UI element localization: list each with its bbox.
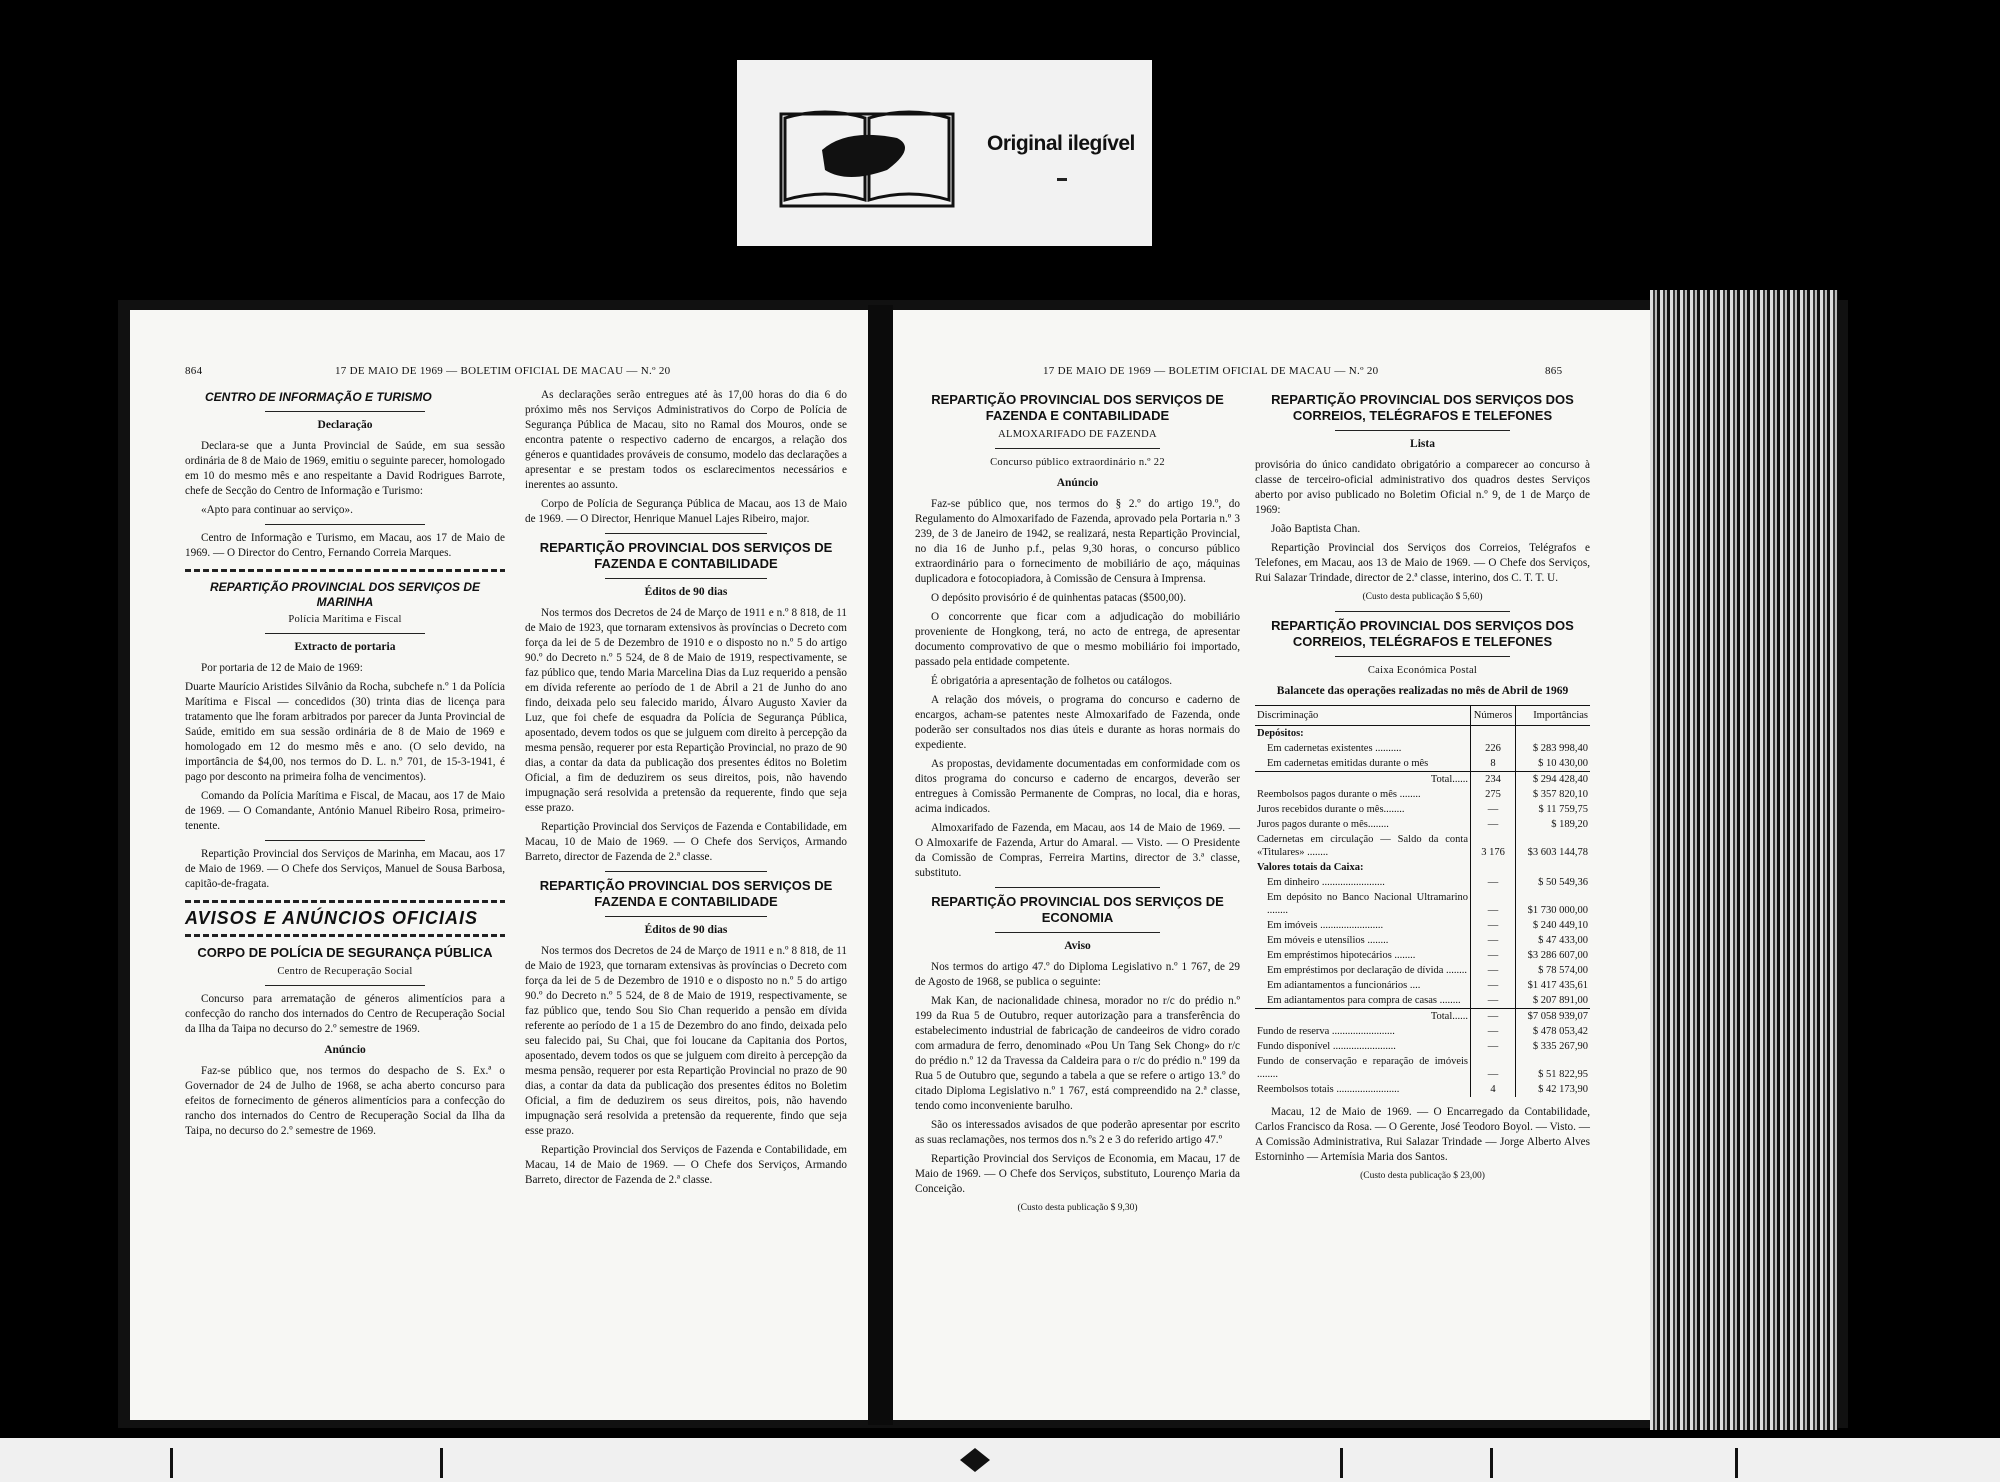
economia-cost: (Custo desta publicação $ 9,30): [1017, 1203, 1138, 1213]
table-row: [1255, 1024, 1590, 1039]
almox-heading: Anúncio: [1056, 477, 1099, 489]
divider: [605, 578, 767, 579]
marinha-p2: Duarte Maurício Aristides Silvânio da Rocha, subchefe n.º 1 da Polícia Marítima e Fiscal — concedidos (30) trinta dias de licença para tratamento que lhe foram arbitrados por parecer da Junta Provincial de Saúde, emitido em sua sessão ordinária de 8 de Maio de 1969 e homologado em 12 do mesmo mês e ano. (O selo devido, na importância de $4,00, nos termos do D. L. n.º 701, de 15-3-1941, é pago por desconto na primeira folha de vencimentos).: [185, 681, 505, 783]
row-label: Em imóveis ........................: [1267, 920, 1384, 931]
row-label: Fundo de conservação e reparação de imóveis ........: [1257, 1056, 1468, 1080]
left-column-2: [525, 388, 847, 1192]
divider: [1335, 430, 1510, 431]
row-amount: [1516, 860, 1591, 875]
section-separator: [185, 569, 505, 572]
table-row: [1255, 787, 1590, 802]
row-label: Total......: [1255, 1009, 1471, 1025]
table-row: [1255, 817, 1590, 832]
ctt2-p1: Macau, 12 de Maio de 1969. — O Encarregado da Contabilidade, Carlos Francisco da Rosa. — O Gerente, José Teodoro Boyol. — Visto. — A Comissão Administrativa, Rui Salazar Trindade — Jorge Alberto Alves Estorninho — Artemísia Maria dos Santos.: [1255, 1106, 1590, 1163]
cpsp-p3: As declarações serão entregues até às 17,00 horas do dia 6 do próximo mês nos Serviços Administrativos do Corpo de Polícia de Segurança Pública de Macau, sito no Ramal dos Mouros, onde se encontra patente o respectivo caderno de encargos, a relação dos géneros e quantidades prováveis de consumo, modelo das declarações a apresentar e se prestam todos os esclarecimentos necessários e inerentes ao assunto.: [525, 389, 847, 491]
left-page: [130, 310, 868, 1420]
almox-p6: As propostas, devidamente documentadas em conformidade com os ditos programa do concurso e caderno de encargos, deverão ser entregues à Comissão Permanente de Compras, no local, dia e horas, acima indicados.: [915, 758, 1240, 815]
open-book-icon: [777, 100, 957, 208]
divider: [605, 916, 767, 917]
marinha-p1: Por portaria de 12 de Maio de 1969:: [201, 662, 363, 674]
row-amount: $ 11 759,75: [1516, 802, 1591, 817]
table-row: [1255, 978, 1590, 993]
row-label: Reembolsos pagos durante o mês ........: [1257, 789, 1421, 800]
row-amount: $3 286 607,00: [1516, 948, 1591, 963]
row-label: Em empréstimos por declaração de dívida ........: [1267, 965, 1468, 976]
row-number: [1471, 860, 1516, 875]
row-label: Juros pagos durante o mês........: [1257, 819, 1389, 830]
almox-p5: A relação dos móveis, o programa do concurso e caderno de encargos, acham-se patentes neste Almoxarifado de Fazenda, onde poderão ser consultados nos dias úteis e durante as horas normais do expediente.: [915, 694, 1240, 751]
ctt1-p3: Repartição Provincial dos Serviços dos Correios, Telégrafos e Telefones, em Macau, aos 13 de Maio de 1969. — O Chefe dos Serviços, Rui Salazar Trindade, director de 2.ª classe, interino, dos C. T. T. U.: [1255, 542, 1590, 584]
mark: [1340, 1448, 1343, 1478]
row-amount: $1 417 435,61: [1516, 978, 1591, 993]
row-label: Em depósito no Banco Nacional Ultramarino ........: [1267, 892, 1468, 916]
ctt1-cost: (Custo desta publicação $ 5,60): [1362, 592, 1483, 602]
divider: [995, 887, 1160, 888]
row-number: —: [1471, 875, 1516, 890]
book-gutter: [868, 305, 893, 1425]
cit-p1: Declara-se que a Junta Provincial de Saúde, em sua sessão ordinária de 8 de Maio de 1969, emitiu o seguinte parecer, homologado em 10 do mesmo mês e ano respeitante a David Rodrigues Barrote, chefe de Secção do Centro de Informação e Turismo:: [185, 440, 505, 497]
row-amount: $ 51 822,95: [1516, 1054, 1591, 1082]
almox-concurso: Concurso público extraordinário n.º 22: [990, 457, 1165, 468]
balance-table-body: [1255, 726, 1590, 1098]
marinha-heading: Extracto de portaria: [294, 641, 396, 653]
row-label: Fundo de reserva ........................: [1257, 1026, 1395, 1037]
almox-subtitle: ALMOXARIFADO DE FAZENDA: [998, 429, 1157, 440]
row-number: —: [1471, 817, 1516, 832]
row-number: 226: [1471, 741, 1516, 756]
right-column-1: [915, 388, 1240, 1220]
divider: [265, 411, 425, 412]
divider: [265, 840, 425, 841]
cpsp-p4: Corpo de Polícia de Segurança Pública de Macau, aos 13 de Maio de 1969. — O Director, Henrique Manuel Lajes Ribeiro, major.: [525, 498, 847, 525]
illegible-label: Original ilegível: [987, 132, 1135, 155]
row-label: Em adiantamentos para compra de casas ........: [1267, 995, 1461, 1006]
row-amount: $ 47 433,00: [1516, 933, 1591, 948]
row-label: Em empréstimos hipotecários ........: [1267, 950, 1416, 961]
row-amount: $7 058 939,07: [1516, 1009, 1591, 1025]
table-row: [1255, 1082, 1590, 1097]
balance-table: [1255, 705, 1590, 1097]
cpsp-heading: Anúncio: [324, 1044, 366, 1056]
running-header: 17 DE MAIO DE 1969 — BOLETIM OFICIAL DE MACAU — N.º 20: [335, 365, 671, 377]
table-row: [1255, 860, 1590, 875]
row-number: —: [1471, 1054, 1516, 1082]
economia-p2: Mak Kan, de nacionalidade chinesa, morador no r/c do prédio n.º 199 da Rua 5 de Outubro, requer autorização para a transferência do estabelecimento industrial de fabricação de candeeiros de vidro corado com armadura de ferro, denominado «Pou Un Tang Sek Chong» do r/c do prédio n.º 12 da Travessa da Caldeira para o r/c do prédio n.º 199 da Rua 5 de Outubro que, segundo a tabela a que se refere o artigo 13.º do citado Diploma Legislativo n.º 1 767, está compreendido na 2.ª classe, tendo como inconveniente barulho.: [915, 995, 1240, 1112]
table-header: Discriminação: [1255, 706, 1471, 726]
row-number: 3 176: [1471, 832, 1516, 860]
row-label: Valores totais da Caixa:: [1257, 862, 1364, 873]
illegible-original-notice: [737, 60, 1152, 246]
almox-p1: Faz-se público que, nos termos do § 2.º do artigo 19.º, do Regulamento do Almoxarifado de Fazenda, aprovado pela Portaria n.º 3 239, de 3 de Janeiro de 1942, se realizará, nesta Repartição Provincial, no dia 16 de Junho p.f., pelas 9,30 horas, o concurso público extraordinário para o fornecimento de mobiliário de aço, máquinas duplicadora e fotocopiadora, à Comissão de Censura à Imprensa.: [915, 498, 1240, 585]
row-number: —: [1471, 948, 1516, 963]
table-row: [1255, 963, 1590, 978]
mark: [1490, 1448, 1493, 1478]
cpsp-subtitle: Centro de Recuperação Social: [277, 966, 413, 977]
marinha-p4: Repartição Provincial dos Serviços de Marinha, em Macau, aos 17 de Maio de 1969. — O Chefe dos Serviços, Manuel de Sousa Barbosa, capitão-de-fragata.: [185, 848, 505, 890]
mark: [170, 1448, 173, 1478]
marinha-subtitle: Polícia Marítima e Fiscal: [288, 614, 402, 625]
marinha-title: REPARTIÇÃO PROVINCIAL DOS SERVIÇOS DE MARINHA: [209, 580, 481, 609]
row-label: Em dinheiro ........................: [1267, 877, 1385, 888]
cit-heading: Declaração: [317, 419, 373, 431]
row-number: [1471, 726, 1516, 742]
row-number: —: [1471, 933, 1516, 948]
scan-target-icon: [960, 1448, 990, 1472]
row-amount: $ 42 173,90: [1516, 1082, 1591, 1097]
row-number: —: [1471, 1039, 1516, 1054]
row-label: Depósitos:: [1257, 728, 1304, 739]
ctt1-heading: Lista: [1410, 438, 1435, 450]
right-column-2: [1255, 388, 1590, 1188]
avisos-title: AVISOS E ANÚNCIOS OFICIAIS: [185, 908, 479, 928]
row-number: —: [1471, 802, 1516, 817]
economia-p4: Repartição Provincial dos Serviços de Economia, em Macau, 17 de Maio de 1969. — O Chefe dos Serviços, substituto, Lourenço Maria da Conceição.: [915, 1153, 1240, 1195]
ctt1-p2: João Baptista Chan.: [1271, 523, 1361, 535]
row-label: Em cadernetas existentes ..........: [1267, 743, 1402, 754]
row-amount: $ 78 574,00: [1516, 963, 1591, 978]
row-number: —: [1471, 978, 1516, 993]
divider: [605, 871, 767, 872]
ctt2-cost: (Custo desta publicação $ 23,00): [1360, 1171, 1485, 1181]
fazenda1-p2: Repartição Provincial dos Serviços de Fazenda e Contabilidade, em Macau, 10 de Maio de 1969. — O Chefe dos Serviços, Armando Barreto, director de Fazenda de 2.ª classe.: [525, 821, 847, 863]
economia-p3: São os interessados avisados de que poderão apresentar por escrito as suas reclamações, nos termos dos n.ºs 2 e 3 do referido artigo 47.º: [915, 1119, 1240, 1146]
table-row: [1255, 832, 1590, 860]
almox-title: REPARTIÇÃO PROVINCIAL DOS SERVIÇOS DE FAZENDA E CONTABILIDADE: [931, 392, 1224, 423]
divider: [265, 633, 425, 634]
row-number: —: [1471, 918, 1516, 933]
row-label: Fundo disponível ........................: [1257, 1041, 1396, 1052]
row-amount: $ 10 430,00: [1516, 756, 1591, 772]
row-label: Juros recebidos durante o mês........: [1257, 804, 1405, 815]
ctt1-title: REPARTIÇÃO PROVINCIAL DOS SERVIÇOS DOS CORREIOS, TELÉGRAFOS E TELEFONES: [1271, 392, 1574, 423]
fazenda2-title: REPARTIÇÃO PROVINCIAL DOS SERVIÇOS DE FAZENDA E CONTABILIDADE: [539, 878, 833, 909]
row-amount: $1 730 000,00: [1516, 890, 1591, 918]
row-amount: [1516, 726, 1591, 742]
row-label: Em cadernetas emitidas durante o mês: [1267, 758, 1429, 769]
table-header: Números: [1471, 706, 1516, 726]
divider: [265, 524, 425, 525]
section-separator: [185, 900, 505, 903]
table-row: [1255, 741, 1590, 756]
page-number: 864: [185, 365, 203, 377]
table-row: [1255, 875, 1590, 890]
table-row: [1255, 1009, 1590, 1025]
fazenda1-p1: Nos termos dos Decretos de 24 de Março de 1911 e n.º 8 818, de 11 de Maio de 1923, que tornaram extensivos às províncias o Decreto com força da lei de 5 de Dezembro de 1910 e o disposto no n.º 5 do artigo 90.º do Decreto n.º 5 524, de 8 de Maio de 1919, respectivamente, se faz público que, tendo Maria Marcelina Dias da Luz requerido a pensão em dívida referente ao período de 1 de Abril a 21 de Junho do ano findo, deixada pelo seu falecido marido, Álvaro Augusto Xavier da Luz, que foi chefe de esquadra da Polícia de Segurança Pública, aposentado, devem todos os que se julguem com direito à percepção da mesma pensão, requerer por esta Repartição Provincial, no prazo de 90 dias, a contar da data da publicação dos presentes éditos no Boletim Oficial, a fim de deduzirem os seus direitos, pois, não havendo impugnação será resolvida a pretensão da requerente, findo que seja esse prazo.: [525, 607, 847, 814]
fazenda1-title: REPARTIÇÃO PROVINCIAL DOS SERVIÇOS DE FAZENDA E CONTABILIDADE: [539, 540, 833, 571]
row-amount: $ 478 053,42: [1516, 1024, 1591, 1039]
page-edges: [1650, 290, 1838, 1430]
divider: [995, 932, 1160, 933]
table-header: Importâncias: [1516, 706, 1591, 726]
row-number: 234: [1471, 772, 1516, 788]
fazenda2-p2: Repartição Provincial dos Serviços de Fazenda e Contabilidade, em Macau, 14 de Maio de 1969. — O Chefe dos Serviços, Armando Barreto, director de Fazenda de 2.ª classe.: [525, 1144, 847, 1186]
economia-title: REPARTIÇÃO PROVINCIAL DOS SERVIÇOS DE ECONOMIA: [931, 894, 1224, 925]
table-row: [1255, 890, 1590, 918]
row-amount: $ 50 549,36: [1516, 875, 1591, 890]
row-amount: $ 294 428,40: [1516, 772, 1591, 788]
cpsp-p1: Concurso para arrematação de géneros alimentícios para a confecção do rancho dos internados do Centro de Recuperação Social da Ilha da Taipa no decurso do 2.º semestre de 1969.: [185, 993, 505, 1035]
table-row: [1255, 1039, 1590, 1054]
running-header: 17 DE MAIO DE 1969 — BOLETIM OFICIAL DE MACAU — N.º 20: [1043, 365, 1379, 377]
cpsp-title: CORPO DE POLÍCIA DE SEGURANÇA PÚBLICA: [197, 945, 493, 960]
table-row: [1255, 802, 1590, 817]
fazenda2-p1: Nos termos dos Decretos de 24 de Março de 1911 e n.º 8 818, de 11 de Maio de 1923, que tornaram extensivas às províncias o Decreto com força da lei de 5 de Dezembro de 1910 e o disposto no n.º 5 do artigo 90.º do Decreto n.º 5 524, de 8 de Maio de 1919, respectivamente, se faz público que, tendo Sou Sio Chan requerido a pensão em dívida referente ao período de 1 a 15 de Dezembro do ano findo, deixada pelo seu falecido pai, Su Chai, que foi loucane da Capitania dos Portos, aposentado, devem todos os que se julguem com direito à percepção da mesma pensão, requerer por esta Repartição Provincial no prazo de 90 dias, a contar da data da publicação dos presentes éditos no Boletim Oficial, a fim de deduzirem os seus direitos, pois, não havendo impugnação será resolvida a pretensão da requerente, findo que seja esse prazo.: [525, 945, 847, 1137]
ctt2-title: REPARTIÇÃO PROVINCIAL DOS SERVIÇOS DOS CORREIOS, TELÉGRAFOS E TELEFONES: [1271, 618, 1574, 649]
table-row: [1255, 1054, 1590, 1082]
right-page: [893, 310, 1650, 1420]
table-row: [1255, 933, 1590, 948]
ctt1-p1: provisória do único candidato obrigatório a comparecer ao concurso à classe de terceiro-oficial administrativo dos quadros destes Serviços aberto por aviso publicado no Boletim Oficial n.º 9, de 1 de Março de 1969:: [1255, 459, 1590, 516]
section-separator: [185, 934, 505, 937]
row-label: Em adiantamentos a funcionários ....: [1267, 980, 1421, 991]
cpsp-p2: Faz-se público que, nos termos do despacho de S. Ex.ª o Governador de 24 de Julho de 1968, se acha aberto concurso para efeitos de fornecimento de géneros alimentícios para a confecção do rancho dos internados do Centro de Recuperação Social da Ilha da Taipa, no decurso do 2.º semestre de 1969.: [185, 1065, 505, 1137]
fazenda2-heading: Éditos de 90 dias: [644, 924, 728, 936]
row-label: Em móveis e utensílios ........: [1267, 935, 1389, 946]
table-row: [1255, 993, 1590, 1009]
table-row: [1255, 726, 1590, 742]
almox-p3: O concorrente que ficar com a adjudicação do mobiliário proveniente de Hongkong, terá, no acto de entrega, de apresentar documento comprovativo de que o mesmo mobiliário foi importado, passado pela entidade competente.: [915, 611, 1240, 668]
divider: [265, 985, 425, 986]
row-amount: $ 357 820,10: [1516, 787, 1591, 802]
row-number: —: [1471, 890, 1516, 918]
cit-title: CENTRO DE INFORMAÇÃO E TURISMO: [205, 390, 432, 404]
row-number: —: [1471, 963, 1516, 978]
mark: [1057, 178, 1067, 181]
cit-p2: «Apto para continuar ao serviço».: [201, 504, 353, 516]
left-column-1: [185, 388, 505, 1143]
economia-p1: Nos termos do artigo 47.º do Diploma Legislativo n.º 1 767, de 29 de Agosto de 1968, se publica o seguinte:: [915, 961, 1240, 988]
row-label: Total......: [1255, 772, 1471, 788]
bottom-scan-strip: [0, 1438, 2000, 1482]
row-amount: $ 207 891,00: [1516, 993, 1591, 1009]
row-amount: $ 283 998,40: [1516, 741, 1591, 756]
divider: [605, 533, 767, 534]
table-row: [1255, 756, 1590, 772]
cit-p3: Centro de Informação e Turismo, em Macau, aos 17 de Maio de 1969. — O Director do Centro, Fernando Correia Marques.: [185, 532, 505, 559]
row-amount: $ 240 449,10: [1516, 918, 1591, 933]
row-amount: $ 335 267,90: [1516, 1039, 1591, 1054]
row-label: Reembolsos totais ........................: [1257, 1084, 1400, 1095]
table-row: [1255, 918, 1590, 933]
ctt2-subtitle: Caixa Económica Postal: [1367, 665, 1478, 676]
divider: [1335, 656, 1510, 657]
divider: [1335, 611, 1510, 612]
table-row: [1255, 772, 1590, 788]
row-number: 4: [1471, 1082, 1516, 1097]
row-number: 8: [1471, 756, 1516, 772]
page-number: 865: [1545, 365, 1563, 377]
mark: [440, 1448, 443, 1478]
row-amount: $3 603 144,78: [1516, 832, 1591, 860]
row-label: Cadernetas em circulação — Saldo da conta «Titulares» ........: [1257, 834, 1468, 858]
divider: [995, 448, 1160, 449]
ctt2-heading: Balancete das operações realizadas no mês de Abril de 1969: [1276, 685, 1569, 697]
almox-p7: Almoxarifado de Fazenda, em Macau, aos 14 de Maio de 1969. — O Almoxarife de Fazenda, Artur do Amaral. — Visto. — O Presidente da Comissão de Compras, Ferreira Martins, director de 3.ª classe, substituto.: [915, 822, 1240, 879]
row-number: —: [1471, 1009, 1516, 1025]
economia-heading: Aviso: [1064, 940, 1091, 952]
row-number: —: [1471, 993, 1516, 1009]
row-number: 275: [1471, 787, 1516, 802]
row-amount: $ 189,20: [1516, 817, 1591, 832]
table-row: [1255, 948, 1590, 963]
marinha-p3: Comando da Polícia Marítima e Fiscal, de Macau, aos 17 de Maio de 1969. — O Comandante, António Manuel Ribeiro Rosa, primeiro-tenente.: [185, 790, 505, 832]
fazenda1-heading: Éditos de 90 dias: [644, 586, 728, 598]
mark: [1735, 1448, 1738, 1478]
row-number: —: [1471, 1024, 1516, 1039]
almox-p4: É obrigatória a apresentação de folhetos ou catálogos.: [931, 675, 1173, 687]
almox-p2: O depósito provisório é de quinhentas patacas ($500,00).: [931, 592, 1187, 604]
